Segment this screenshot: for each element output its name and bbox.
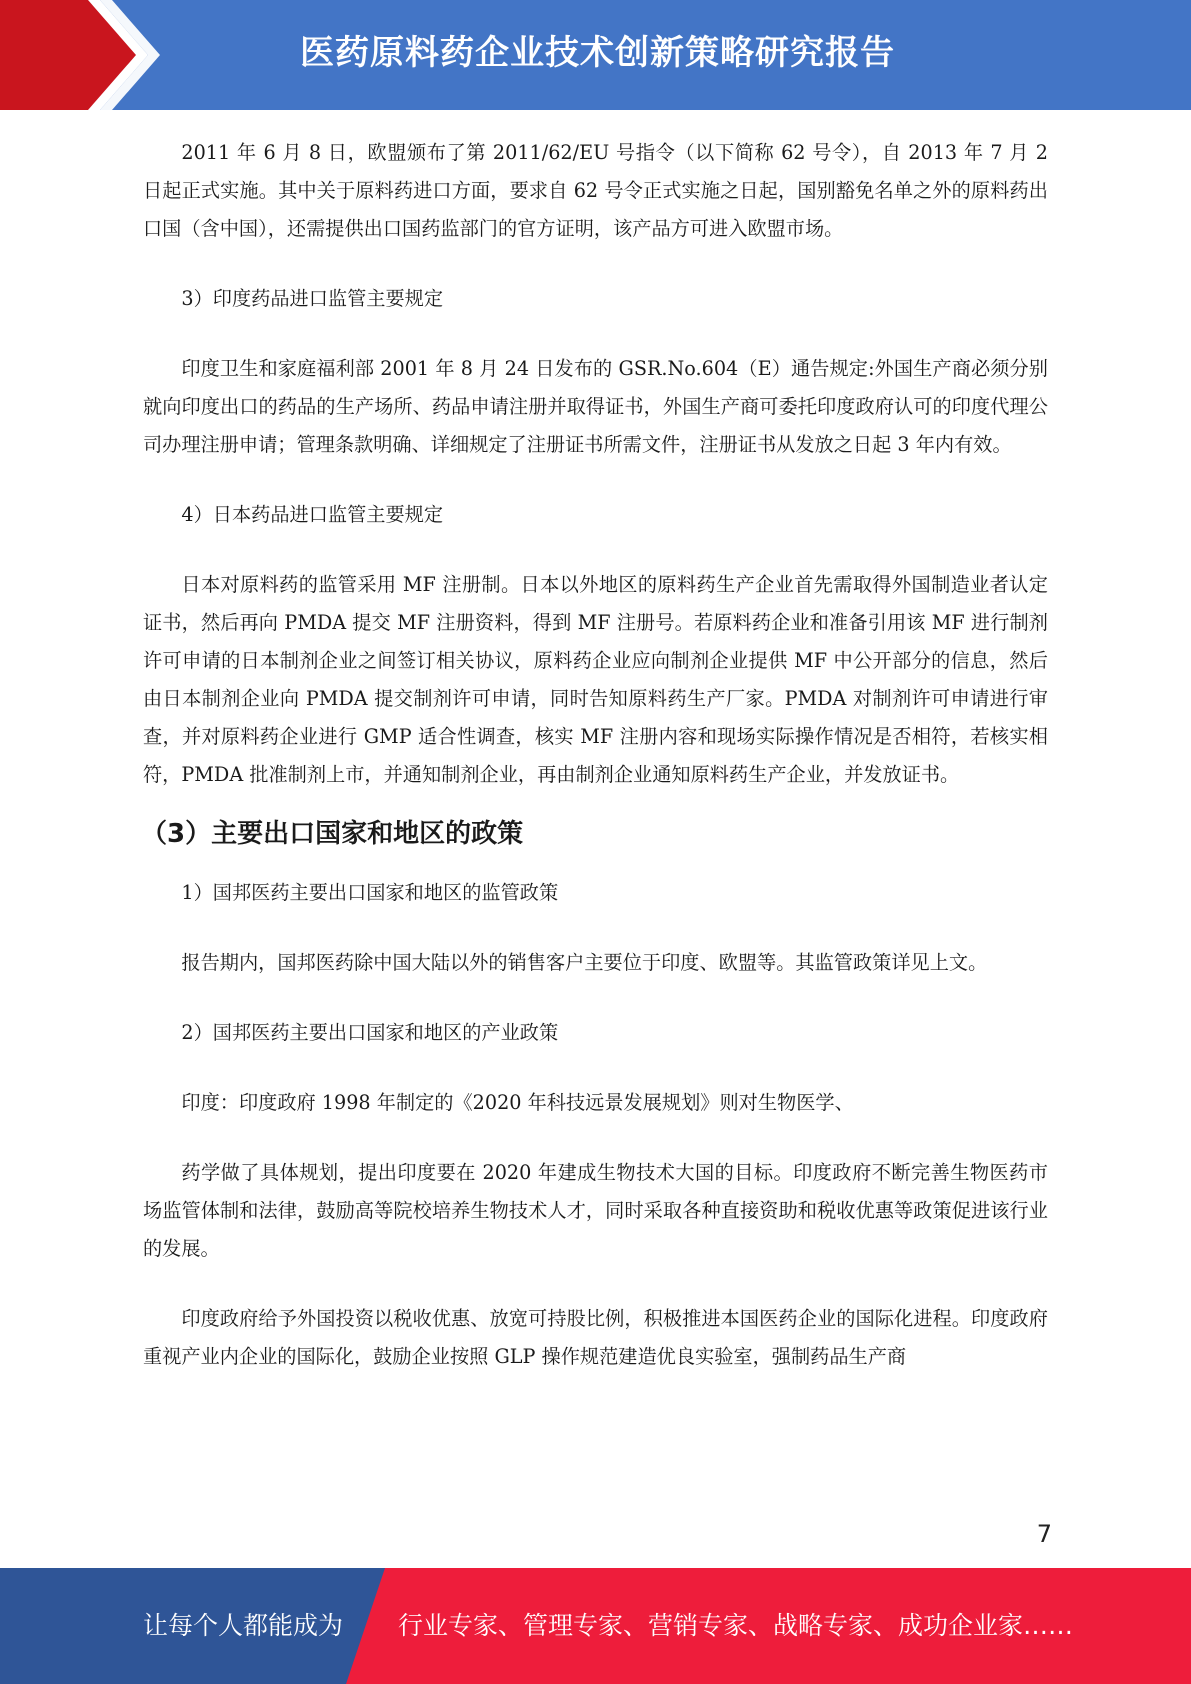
item-industry-policy: 2）国邦医药主要出口国家和地区的产业政策 [181,1021,559,1044]
section-heading-export-policy: （3）主要出口国家和地区的政策 [141,819,524,849]
page-header [0,0,1191,110]
paragraph-india-plan: 印度：印度政府 1998 年制定的《2020 年科技远景发展规划》则对生物医学、 [181,1091,854,1114]
report-title: 医药原料药企业技术创新策略研究报告 [300,33,895,73]
paragraph-biotech-goal: 药学做了具体规划，提出印度要在 2020 年建成生物技术大国的目标。印度政府不断完善生物医药市场监管体制和法律，鼓励高等院校培养生物技术人才，同时采取各种直接资助和税收优惠等政策促进该行业的发展。 [143,1161,1048,1260]
page-footer [0,1568,1191,1684]
item-regulatory-policy: 1）国邦医药主要出口国家和地区的监管政策 [181,881,559,904]
paragraph-india-regulation: 印度卫生和家庭福利部 2001 年 8 月 24 日发布的 GSR.No.604（E）通告规定:外国生产商必须分别就向印度出口的药品的生产场所、药品申请注册并取得证书，外国生产商可委托印度政府认可的印度代理公司办理注册申请；管理条款明确、详细规定了注册证书所需文件，注册证书从发放之日起 3 年内有效。 [143,357,1048,456]
item-india-import-rules: 3）印度药品进口监管主要规定 [181,287,444,310]
paragraph-foreign-investment: 印度政府给予外国投资以税收优惠、放宽可持股比例，积极推进本国医药企业的国际化进程。印度政府重视产业内企业的国际化，鼓励企业按照 GLP 操作规范建造优良实验室，强制药品生产商 [143,1307,1048,1368]
page-number: 7 [1036,1520,1052,1548]
paragraph-sales-regions: 报告期内，国邦医药除中国大陆以外的销售客户主要位于印度、欧盟等。其监管政策详见上文。 [181,951,988,974]
paragraph-japan-regulation: 日本对原料药的监管采用 MF 注册制。日本以外地区的原料药生产企业首先需取得外国制造业者认定证书，然后再向 PMDA 提交 MF 注册资料，得到 MF 注册号。若原料药企业和准备引用该 MF 进行制剂许可申请的日本制剂企业之间签订相关协议，原料药企业应向制剂企业提供 MF 中公开部分的信息，然后由日本制剂企业向 PMDA 提交制剂许可申请，同时告知原料药生产厂家。PMDA 对制剂许可申请进行审查，并对原料药企业进行 GMP 适合性调查，核实 MF 注册内容和现场实际操作情况是否相符，若核实相符，PMDA 批准制剂上市，并通知制剂企业，再由制剂企业通知原料药生产企业，并发放证书。 [143,573,1048,786]
item-japan-import-rules: 4）日本药品进口监管主要规定 [181,503,444,526]
footer-slogan-right: 行业专家、管理专家、营销专家、战略专家、成功企业家…… [398,1611,1074,1640]
document-body [143,134,1048,1376]
footer-slogan-left: 让每个人都能成为 [143,1611,344,1640]
paragraph-eu-directive: 2011 年 6 月 8 日，欧盟颁布了第 2011/62/EU 号指令（以下简称 62 号令），自 2013 年 7 月 2 日起正式实施。其中关于原料药进口方面，要求自 62 号令正式实施之日起，国别豁免名单之外的原料药出口国（含中国），还需提供出口国药监部门的官方证明，该产品方可进入欧盟市场。 [143,141,1048,240]
